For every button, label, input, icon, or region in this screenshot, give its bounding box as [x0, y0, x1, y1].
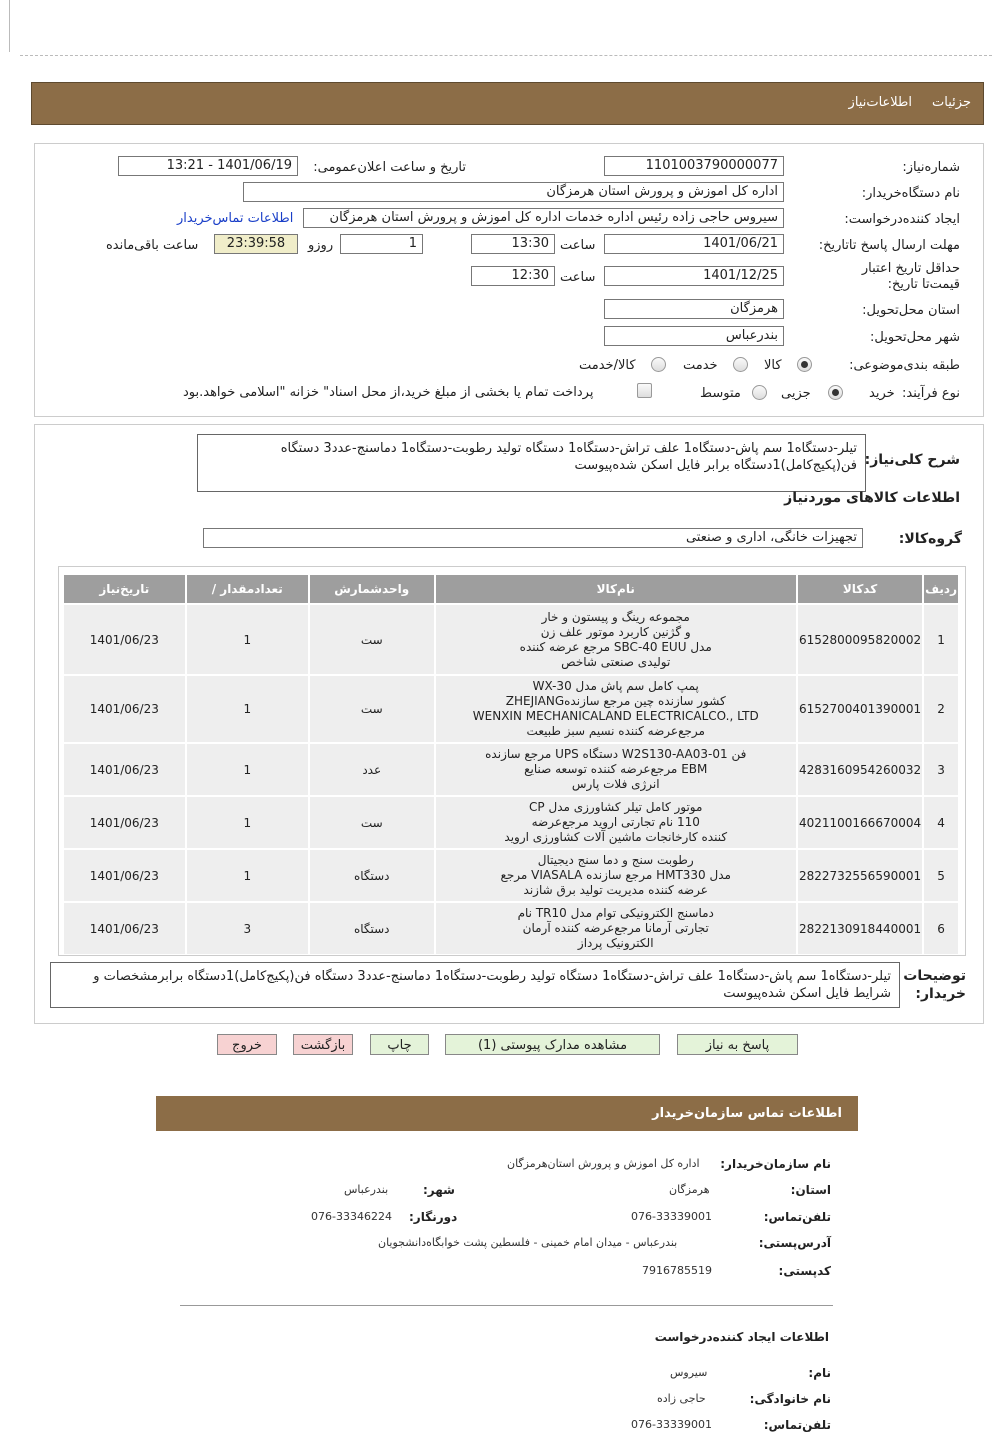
province-field: هرمزگان [604, 299, 784, 319]
creator-family-value: حاجی زاده [657, 1392, 706, 1405]
buyer-org-field: اداره کل اموزش و پرورش استان هرمزگان [243, 182, 784, 202]
item-unit: ست [310, 605, 434, 674]
announce-label: تاریخ و ساعت اعلان‌عمومی: [313, 160, 466, 175]
creator-name-label: نام: [808, 1366, 831, 1380]
validity-time-label: ساعت [560, 270, 596, 285]
creator-family-label: نام خانوادگی: [749, 1392, 831, 1406]
goods-info-title: اطلاعات کالاهای موردنیاز [784, 490, 960, 506]
need-number-label: شماره‌نیاز: [902, 160, 960, 175]
days-field: 1 [340, 234, 423, 254]
top-divider [20, 55, 992, 56]
deadline-time-label: ساعت [560, 238, 596, 253]
buyer-contact-link[interactable]: اطلاعات تماس‌خریدار [177, 211, 294, 226]
item-name: دماسنج الکترونیکی توام مدل TR10 نام تجارتی آرمانا مرجع‌عرضه کننده آرمان الکترونیک پرداز [436, 903, 796, 954]
remaining-label: ساعت باقی‌مانده [106, 238, 199, 253]
address-label: آدرس‌پستی: [758, 1236, 831, 1250]
phone-label: تلفن‌تماس: [763, 1210, 831, 1224]
description-text: تیلر-دستگاه1 سم پاش-دستگاه1 علف تراش-دستگاه1 دستگاه تولید رطوبت-دستگاه1 دماسنج-عدد3 دستگاه فن(پکیج‌کامل)1دستگاه برابر فایل اسکن شده‌پیوست [197, 434, 866, 492]
category-goods-radio[interactable] [797, 357, 812, 372]
item-need-date: 1401/06/23 [64, 903, 185, 954]
back-button[interactable]: بازگشت [293, 1034, 353, 1055]
col-item-name: نام‌کالا [436, 575, 796, 603]
row-number: 4 [924, 797, 958, 848]
fax-value: 076-33346224 [311, 1210, 392, 1223]
item-quantity: 3 [187, 903, 308, 954]
item-quantity: 1 [187, 744, 308, 795]
contact-section-title: اطلاعات تماس سازمان‌خریدار [652, 1106, 842, 1121]
table-row [64, 797, 958, 848]
buyer-notes-text: تیلر-دستگاه1 سم پاش-دستگاه1 علف تراش-دستگاه1 دستگاه تولید رطوبت-دستگاه1 دماسنج-عدد3 دستگاه فن(پکیج‌کامل)1دستگاه برابرمشخصات و شرایط فایل اسکن شده‌پیوست [50, 962, 900, 1008]
postal-label: کدپستی: [778, 1264, 831, 1278]
process-label: نوع فرآیند: [902, 386, 960, 401]
row-number: 6 [924, 903, 958, 954]
treasury-payment-checkbox[interactable] [637, 383, 652, 398]
table-row [64, 850, 958, 901]
contact-section-header [156, 1096, 858, 1131]
item-name: پمپ کامل سم پاش مدل WX-30 کشور سازنده چین مرجع سازندهZHEJIANG WENXIN MECHANICALAND ELECTRICALCO., LTD مرجع‌عرضه کننده نسیم سبز طبیعت [436, 676, 796, 742]
table-row [64, 903, 958, 954]
col-item-code: کدکالا [798, 575, 922, 603]
creator-phone-label: تلفن‌تماس: [763, 1418, 831, 1432]
description-label: شرح کلی‌نیاز: [864, 452, 960, 468]
postal-value: 7916785519 [642, 1264, 712, 1277]
page-left-rule [9, 0, 10, 52]
row-number: 3 [924, 744, 958, 795]
contact-divider [180, 1305, 833, 1306]
attachments-button[interactable]: مشاهده مدارک پیوستی (1) [445, 1034, 660, 1055]
exit-button[interactable]: خروج [217, 1034, 277, 1055]
deadline-time-field: 13:30 [471, 234, 555, 254]
phone-value: 076-33339001 [631, 1210, 712, 1223]
city-label: شهر محل‌تحویل: [870, 330, 960, 345]
treasury-payment-note: پرداخت تمام یا بخشی از مبلغ خرید،از محل اسناد" خزانه "اسلامی خواهد.بود [183, 385, 594, 400]
need-number-field: 1101003790000077 [604, 156, 784, 176]
item-unit: دستگاه [310, 850, 434, 901]
details-header-bar [31, 82, 984, 125]
reply-button[interactable]: پاسخ به نیاز [677, 1034, 798, 1055]
process-partial-label: جزیی [781, 386, 811, 401]
table-row [64, 605, 958, 674]
city-field: بندرعباس [604, 326, 784, 346]
item-need-date: 1401/06/23 [64, 744, 185, 795]
category-goods-label: کالا [764, 358, 782, 373]
item-code: 6152800095820002 [798, 605, 922, 674]
tab-need-info[interactable]: اطلاعات‌نیاز [848, 95, 912, 110]
goods-group-field: تجهیزات خانگی، اداری و صنعتی [203, 528, 863, 548]
validity-date-field: 1401/12/25 [604, 266, 784, 286]
item-unit: دستگاه [310, 903, 434, 954]
item-code: 2822130918440001 [798, 903, 922, 954]
deadline-date-field: 1401/06/21 [604, 234, 784, 254]
item-code: 4283160954260032 [798, 744, 922, 795]
item-need-date: 1401/06/23 [64, 850, 185, 901]
col-unit: واحدشمارش [310, 575, 434, 603]
contact-city-label: شهر: [423, 1183, 455, 1197]
contact-province-label: استان: [790, 1183, 831, 1197]
remaining-time: 23:39:58 [214, 234, 298, 254]
fax-label: دورنگار: [409, 1210, 458, 1224]
buyer-notes-label: توضیحات خریدار: [903, 968, 966, 1002]
contact-province-value: هرمزگان [669, 1183, 710, 1196]
process-medium-radio[interactable] [752, 385, 767, 400]
print-button[interactable]: چاپ [370, 1034, 429, 1055]
buyer-org-label: نام دستگاه‌خریدار: [861, 186, 960, 201]
category-both-radio[interactable] [651, 357, 666, 372]
creator-phone-value: 076-33339001 [631, 1418, 712, 1431]
col-quantity: تعدادمقدار / [187, 575, 308, 603]
org-label: نام سازمان‌خریدار: [720, 1157, 831, 1171]
item-quantity: 1 [187, 797, 308, 848]
category-label: طبقه بندی‌موضوعی: [849, 358, 960, 373]
item-quantity: 1 [187, 605, 308, 674]
item-unit: ست [310, 797, 434, 848]
item-need-date: 1401/06/23 [64, 605, 185, 674]
item-quantity: 1 [187, 676, 308, 742]
item-need-date: 1401/06/23 [64, 676, 185, 742]
item-unit: عدد [310, 744, 434, 795]
process-medium-label: متوسط [700, 386, 741, 401]
creator-field: سیروس حاجی زاده رئیس اداره خدمات اداره کل اموزش و پرورش استان هرمزگان [303, 208, 784, 228]
address-value: بندرعباس - میدان امام خمینی - فلسطین پشت خوابگاه‌دانشجویان [378, 1236, 678, 1249]
category-service-radio[interactable] [733, 357, 748, 372]
category-both-label: کالا/خدمت [579, 358, 636, 373]
col-need-date: تاریخ‌نیاز [64, 575, 185, 603]
org-value: اداره کل اموزش و پرورش استان‌هرمزگان [507, 1157, 700, 1170]
item-need-date: 1401/06/23 [64, 797, 185, 848]
table-row [64, 676, 958, 742]
creator-section-title: اطلاعات ایجاد کننده‌درخواست [654, 1330, 829, 1344]
row-number: 2 [924, 676, 958, 742]
validity-time-field: 12:30 [471, 266, 555, 286]
item-unit: ست [310, 676, 434, 742]
contact-city-value: بندرعباس [344, 1183, 389, 1196]
item-code: 4021100166670004 [798, 797, 922, 848]
item-name: موتور کامل تیلر کشاورزی مدل CP 110 نام تجارتی اروید مرجع‌عرضه کننده کارخانجات ماشین آلات کشاورزی اروید [436, 797, 796, 848]
announce-field: 1401/06/19 - 13:21 [118, 156, 298, 176]
item-code: 2822732556590001 [798, 850, 922, 901]
category-service-label: خدمت [683, 358, 718, 373]
days-label: روزو [308, 238, 334, 253]
row-number: 1 [924, 605, 958, 674]
item-code: 6152700401390001 [798, 676, 922, 742]
items-table [62, 573, 960, 956]
table-row [64, 744, 958, 795]
process-partial-radio[interactable] [828, 385, 843, 400]
item-name: فن W2S130-AA03-01 دستگاه UPS مرجع سازنده EBM مرجع‌عرضه کننده توسعه صنایع انرژی فلات پارس [436, 744, 796, 795]
col-row-number: ردیف [924, 575, 958, 603]
creator-label: ایجاد کننده‌درخواست: [844, 212, 960, 227]
item-name: رطوبت سنج و دما سنج دیجیتال مدل HMT330 مرجع سازنده VIASALA مرجع عرضه کننده مدیریت تولید برق شازند [436, 850, 796, 901]
item-name: مجموعه رینگ و پیستون و خار و گژنین کاربرد موتور علف زن مدل SBC-40 EUU مرجع عرضه کننده تولیدی صنعتی شاخص [436, 605, 796, 674]
province-label: استان محل‌تحویل: [862, 303, 960, 318]
tab-details[interactable]: جزئیات [932, 95, 971, 110]
goods-group-label: گروه‌کالا: [898, 531, 962, 547]
process-value: خرید [869, 386, 895, 401]
row-number: 5 [924, 850, 958, 901]
item-quantity: 1 [187, 850, 308, 901]
validity-label: حداقل تاریخ اعتبار قیمت‌تا تاریخ: [861, 261, 960, 292]
deadline-label: مهلت ارسال پاسخ تا‌تاریخ: [818, 238, 960, 253]
creator-name-value: سیروس [670, 1366, 708, 1379]
